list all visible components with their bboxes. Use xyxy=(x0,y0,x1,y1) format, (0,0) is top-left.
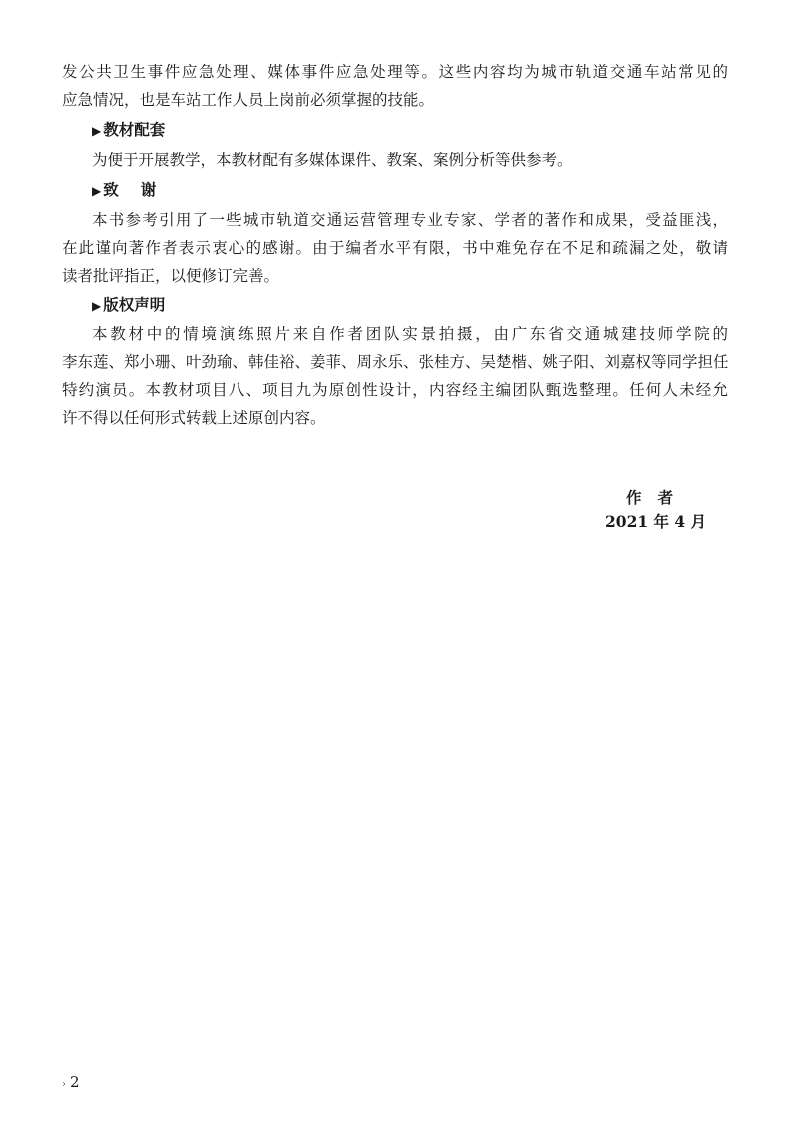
thanks-line-3: 读者批评指正，以便修订完善。 xyxy=(62,267,280,285)
triangle-bullet-icon: ▶ xyxy=(92,124,102,138)
copyright-line-1: 本教材中的情境演练照片来自作者团队实景拍摄，由广东省交通城建技师学院的 xyxy=(92,325,728,343)
page-footer xyxy=(62,1073,80,1091)
materials-line-1: 为便于开展教学，本教材配有多媒体课件、教案、案例分析等供参考。 xyxy=(92,151,573,169)
intro-line-2: 应急情况，也是车站工作人员上岗前必须掌握的技能。 xyxy=(62,91,435,109)
copyright-line-2: 李东莲、郑小珊、叶劲瑜、韩佳裕、姜菲、周永乐、张桂方、吴楚楷、姚子阳、刘嘉权等同学担任 xyxy=(62,353,729,371)
triangle-bullet-icon: ▶ xyxy=(92,184,102,198)
thanks-line-1: 本书参考引用了一些城市轨道交通运营管理专业专家、学者的著作和成果，受益匪浅， xyxy=(92,211,728,229)
page-number: 2 xyxy=(70,1073,80,1091)
signature-date: 2021 年 4 月 xyxy=(605,512,707,531)
triangle-bullet-icon: ▶ xyxy=(92,299,102,313)
section-heading-materials: ▶ 教材配套 xyxy=(92,121,166,139)
section-heading-copyright: ▶ 版权声明 xyxy=(92,296,166,314)
footer-arrow-icon: › xyxy=(62,1079,66,1090)
copyright-line-3: 特约演员。本教材项目八、项目九为原创性设计，内容经主编团队甄选整理。任何人未经允 xyxy=(62,381,728,399)
signature-author: 作者 xyxy=(626,489,690,507)
copyright-line-4: 许不得以任何形式转载上述原创内容。 xyxy=(62,409,326,427)
section-heading-thanks: ▶ 致谢 xyxy=(92,181,179,199)
intro-line-1: 发公共卫生事件应急处理、媒体事件应急处理等。这些内容均为城市轨道交通车站常见的 xyxy=(62,63,728,81)
thanks-line-2: 在此谨向著作者表示衷心的感谢。由于编者水平有限，书中难免存在不足和疏漏之处，敬请 xyxy=(62,239,728,257)
